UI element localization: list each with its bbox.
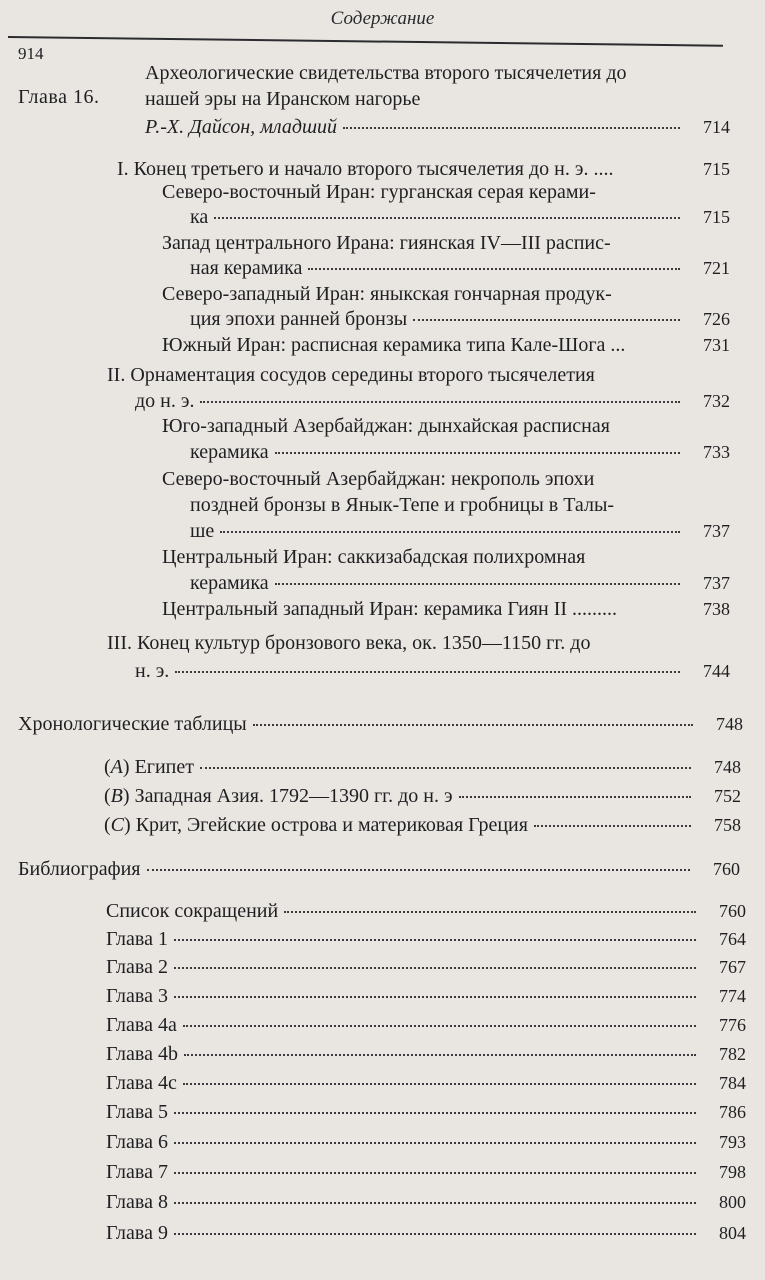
entry-text: Глава 1: [106, 928, 168, 950]
toc-entry-section-3-line1: III. Конец культур бронзового века, ок. 1350—1150 гг. до: [107, 632, 591, 654]
leader-dots: [413, 318, 680, 321]
entry-text: Библиография: [18, 858, 141, 880]
page-ref: 786: [719, 1102, 746, 1122]
toc-entry-1c[interactable]: [190, 308, 730, 331]
header-rule: [8, 36, 723, 47]
toc-entry-2b-line2: поздней бронзы в Янык-Тепе и гробницы в Талы-: [190, 494, 615, 516]
label-c: Крит, Эгейские острова и материковая Греция: [135, 814, 528, 836]
entry-text: Глава 9: [106, 1222, 168, 1244]
leader-dots: [184, 1053, 696, 1056]
entry-text: Глава 4с: [106, 1072, 177, 1094]
chapter-title-line1: Археологические свидетельства второго тысячелетия до: [145, 62, 627, 84]
chapter-title-line2: нашей эры на Иранском нагорье: [145, 88, 421, 110]
entry-text: (B) Западная Азия. 1792—1390 гг. до н. э: [104, 785, 453, 807]
page-ref: 715: [703, 159, 730, 179]
page-ref: 760: [713, 859, 740, 879]
entry-text: Глава 8: [106, 1191, 168, 1213]
leader-dots: [147, 868, 691, 871]
page-ref: 733: [703, 442, 730, 462]
page-ref: 782: [719, 1044, 746, 1064]
leader-dots: [284, 910, 696, 913]
page-ref: 731: [703, 335, 730, 355]
toc-entry-chrono-b[interactable]: [104, 785, 741, 808]
label-b: Западная Азия. 1792—1390 гг. до н. э: [134, 785, 453, 807]
chapter-label: Глава 16.: [18, 86, 100, 108]
toc-entry-chronology[interactable]: [18, 713, 743, 736]
toc-entry-1a[interactable]: [190, 206, 730, 229]
page-ref: 748: [714, 757, 741, 777]
toc-entry-bib-ch5[interactable]: [106, 1101, 746, 1124]
toc-entry-bib-ch3[interactable]: [106, 985, 746, 1008]
page-ref: 721: [703, 258, 730, 278]
toc-entry-bib-ch6[interactable]: [106, 1131, 746, 1154]
entry-text: Южный Иран: расписная керамика типа Кале-Шога ...: [162, 334, 626, 356]
page-ref: 748: [716, 714, 743, 734]
toc-entry-bib-ch9[interactable]: [106, 1222, 746, 1245]
page-ref: 776: [719, 1015, 746, 1035]
entry-text: I. Конец третьего и начало второго тысячелетия до н. э. ....: [117, 158, 614, 180]
toc-entry-2b-line1: Северо-восточный Азербайджан: некрополь эпохи: [162, 468, 595, 490]
leader-dots: [343, 126, 680, 129]
page-number: 914: [18, 44, 44, 63]
toc-entry-chrono-c[interactable]: [104, 814, 741, 837]
page-ref: 793: [719, 1132, 746, 1152]
leader-dots: [174, 966, 696, 969]
leader-dots: [174, 1171, 696, 1174]
toc-entry-1b[interactable]: [190, 257, 730, 280]
toc-entry-bib-ch4a[interactable]: [106, 1014, 746, 1037]
entry-text: ная керамика: [190, 257, 303, 279]
leader-space: [623, 610, 680, 611]
author-name: Р.-Х. Дайсон, младший: [145, 116, 338, 138]
leader-dots: [183, 1082, 696, 1085]
page-ref: 714: [703, 117, 730, 137]
leader-dots: [174, 1111, 696, 1114]
toc-entry-section-2-line1: II. Орнаментация сосудов середины второго тысячелетия: [107, 364, 595, 386]
page-ref: 798: [719, 1162, 746, 1182]
page-ref: 752: [714, 786, 741, 806]
toc-entry-2a-line1: Юго-западный Азербайджан: дынхайская расписная: [162, 415, 610, 437]
page-ref: 737: [703, 573, 730, 593]
leader-dots: [253, 723, 693, 726]
entry-text: ка: [190, 206, 209, 228]
toc-entry-2b[interactable]: [190, 520, 730, 543]
page-ref: 726: [703, 309, 730, 329]
entry-text: Глава 5: [106, 1101, 168, 1123]
page-ref: 715: [703, 207, 730, 227]
entry-text: ция эпохи ранней бронзы: [190, 308, 408, 330]
entry-text: Список сокращений: [106, 900, 279, 922]
page-ref: 737: [703, 521, 730, 541]
leader-dots: [174, 995, 696, 998]
toc-entry-2a[interactable]: [190, 441, 730, 464]
toc-entry-1a-line1: Северо-восточный Иран: гурганская серая керами-: [162, 181, 596, 203]
toc-entry-bib-ch1[interactable]: [106, 928, 746, 951]
entry-text: Глава 7: [106, 1161, 168, 1183]
leader-dots: [214, 216, 680, 219]
page-ref: 732: [703, 391, 730, 411]
entry-text: Глава 4b: [106, 1043, 178, 1065]
toc-entry-bib-ch8[interactable]: [106, 1191, 746, 1214]
entry-text: (C) Крит, Эгейские острова и материковая Греция: [104, 814, 528, 836]
leader-space: [631, 346, 680, 347]
toc-entry-section-1[interactable]: [117, 158, 730, 181]
letter-a: A: [110, 756, 123, 778]
leader-dots: [183, 1024, 696, 1027]
toc-entry-2c[interactable]: [190, 572, 730, 595]
entry-text: керамика: [190, 441, 269, 463]
page-ref: 758: [714, 815, 741, 835]
page-ref: 744: [703, 661, 730, 681]
leader-dots: [174, 1141, 696, 1144]
toc-entry-section-2[interactable]: [135, 390, 730, 413]
toc-entry-1c-line1: Северо-западный Иран: яныкская гончарная продук-: [162, 283, 612, 305]
leader-dots: [200, 766, 691, 769]
toc-entry-bib-ch7[interactable]: [106, 1161, 746, 1184]
leader-dots: [275, 451, 680, 454]
leader-dots: [174, 938, 696, 941]
leader-dots: [175, 670, 680, 673]
entry-text: н. э.: [135, 660, 170, 682]
page-ref: 738: [703, 599, 730, 619]
entry-text: Хронологические таблицы: [18, 713, 247, 735]
leader-dots: [534, 824, 691, 827]
entry-text: до н. э.: [135, 390, 195, 412]
toc-entry-2d[interactable]: [162, 598, 730, 621]
entry-text: Глава 6: [106, 1131, 168, 1153]
page-ref: 774: [719, 986, 746, 1006]
page-ref: 784: [719, 1073, 746, 1093]
toc-entry-abbreviations[interactable]: [106, 900, 746, 923]
toc-entry-section-3[interactable]: [135, 660, 730, 683]
label-a: Египет: [134, 756, 195, 778]
page-ref: 767: [719, 957, 746, 977]
page-ref: 804: [719, 1223, 746, 1243]
toc-entry-author[interactable]: [145, 116, 730, 139]
toc-entry-bib-ch2[interactable]: [106, 956, 746, 979]
toc-entry-2c-line1: Центральный Иран: саккизабадская полихромная: [162, 546, 586, 568]
toc-entry-1d[interactable]: [162, 334, 730, 357]
letter-c: C: [110, 814, 125, 836]
toc-entry-1b-line1: Запад центрального Ирана: гиянская IV—III распис-: [162, 232, 611, 254]
leader-dots: [220, 530, 680, 533]
leader-space: [619, 170, 680, 171]
leader-dots: [174, 1201, 696, 1204]
page-ref: 760: [719, 901, 746, 921]
toc-entry-bib-ch4b[interactable]: [106, 1043, 746, 1066]
entry-text: ше: [190, 520, 215, 542]
page-ref: 800: [719, 1192, 746, 1212]
entry-text: керамика: [190, 572, 269, 594]
running-title: Содержание: [330, 8, 435, 29]
entry-text: Глава 3: [106, 985, 168, 1007]
leader-dots: [275, 582, 680, 585]
letter-b: B: [110, 785, 123, 807]
toc-entry-chrono-a[interactable]: [104, 756, 741, 779]
leader-dots: [459, 795, 691, 798]
entry-text: Центральный западный Иран: керамика Гиян II .........: [162, 598, 618, 620]
leader-dots: [200, 400, 680, 403]
entry-text: (A) Египет: [104, 756, 195, 778]
entry-text: Глава 4а: [106, 1014, 177, 1036]
toc-entry-bibliography[interactable]: [18, 858, 740, 881]
leader-dots: [174, 1232, 696, 1235]
toc-entry-bib-ch4c[interactable]: [106, 1072, 746, 1095]
entry-text: Глава 2: [106, 956, 168, 978]
page-ref: 764: [719, 929, 746, 949]
leader-dots: [308, 267, 680, 270]
